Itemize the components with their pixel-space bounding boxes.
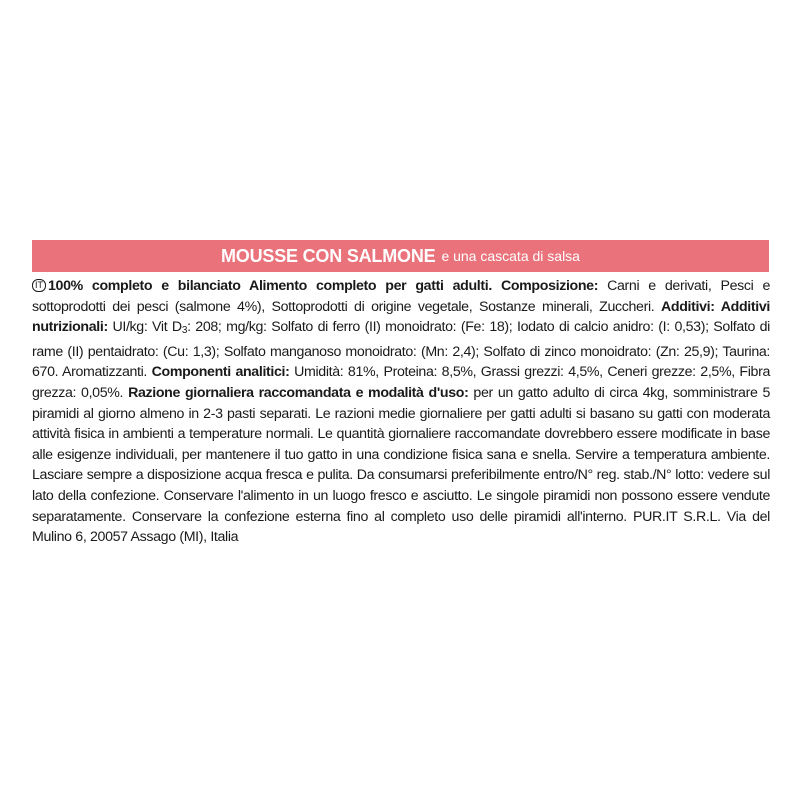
product-label-text <box>32 276 770 548</box>
composition-heading: Composizione: <box>500 278 599 294</box>
feeding-guide-text: per un gatto adulto di circa 4kg, somministrare 5 piramidi al giorno almeno in 2-3 pasti separati. Le razioni medie giornaliere per gatti adulti si basano su gatti con moderata attività fisica in ambienti a temperature normali. Le quantità giornaliere raccomandate dovrebbero essere modificate in base alle esigenze individuali, per mantenere il tuo gatto in una condizione fisica sana e snella. Servire a temperatura ambiente. Lasciare sempre a disposizione acqua fresca e pulita. Da consumarsi preferibilmente entro/N° reg. stab./N° lotto: vedere sul lato della confezione. Conservare l'alimento in un luogo fresco e asciutto. Le singole piramidi non possono essere vendute separatamente. Conservare la confezione esterna fino al completo uso delle piramidi all'interno. PUR.IT S.R.L. Via del Mulino 6, 20057 Assago (MI), Italia <box>32 384 770 546</box>
product-name: MOUSSE CON SALMONE <box>221 245 436 266</box>
vitamin-subscript: 3 <box>181 325 188 337</box>
additives-text: UI/kg: Vit D <box>107 319 182 336</box>
product-description: 100% completo e bilanciato Alimento completo per gatti adulti. <box>48 278 492 294</box>
language-badge: IT <box>32 279 46 292</box>
text-space <box>492 278 501 294</box>
feeding-guide-heading: Razione giornaliera raccomandata e modalità d'uso: <box>128 384 469 401</box>
additives-text-continued: : 208; mg/kg: Solfato di ferro (II) monoidrato: (Fe: 18); Iodato di calcio anidro: (I: 0,53); Solfato di rame (II) pentaidrato: (Cu: 1,3); Solfato manganoso monoidrato: (Mn: 2,4); Solfato di zinco monoidrato: (Zn: 25,9); Taurina: 670. Aromatizzanti. <box>32 319 770 381</box>
additives-heading: Additivi: Additivi nutrizionali: <box>32 298 770 336</box>
product-subtitle: e una cascata di salsa <box>441 248 580 264</box>
product-name-banner <box>32 240 769 272</box>
analytical-components-heading: Componenti analitici: <box>151 364 290 381</box>
composition-text: Carni e derivati, Pesci e sottoprodotti dei pesci (salmone 4%), Sottoprodotti di origine vegetale, Sostanze minerali, Zuccheri. <box>32 278 770 315</box>
analytical-components-text: Umidità: 81%, Proteina: 8,5%, Grassi grezzi: 4,5%, Ceneri grezze: 2,5%, Fibra grezza: 0,05%. <box>32 364 770 401</box>
